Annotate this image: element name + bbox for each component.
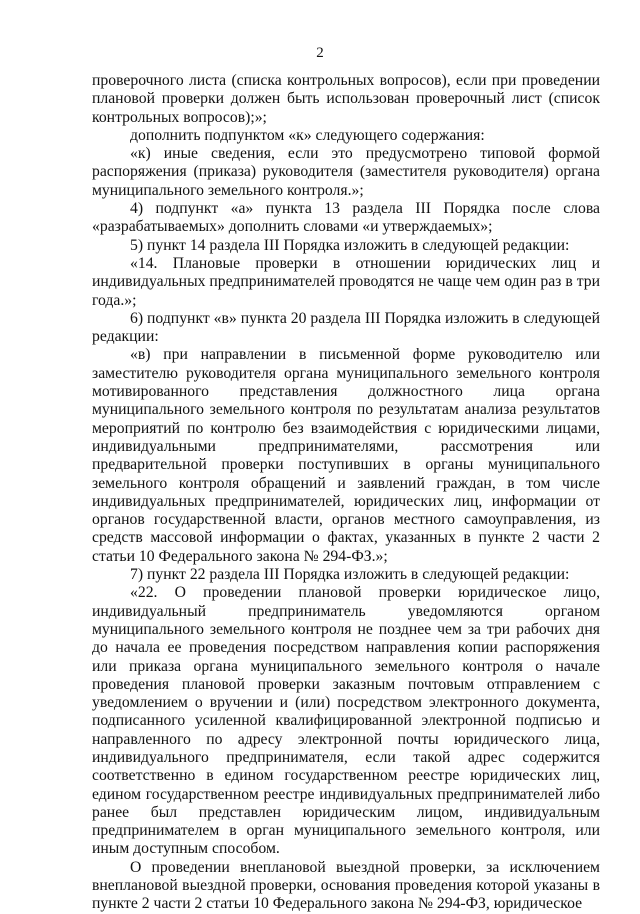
page-number: 2	[316, 45, 324, 61]
paragraph-subitem-k-text: «к) иные сведения, если это предусмотрено типовой формой распоряжения (приказа) руководителя (заместителя руководителя) органа муниципального земельного контроля.»;	[92, 145, 600, 199]
document-body	[92, 72, 600, 914]
paragraph-item-22-text: «22. О проведении плановой проверки юридическое лицо, индивидуальный предприниматель уведомляются органом муниципального земельного контроля не позднее чем за три рабочих дня до начала ее проведения посредством направления копии распоряжения или приказа органа муниципального земельного контроля о начале проведения плановой проверки заказным почтовым отправлением с уведомлением о вручении и (или) посредством электронного документа, подписанного усиленной квалифицированной электронной подписью и направленного по адресу электронной почты юридического лица, индивидуального предпринимателя, если такой адрес содержится соответственно в едином государственном реестре юридических лиц, едином государственном реестре индивидуальных предпринимателей либо ранее был представлен юридическим лицом, индивидуальным предпринимателем в орган муниципального земельного контроля, или иным доступным способом.	[92, 584, 600, 858]
paragraph-item-6: 6) подпункт «в» пункта 20 раздела III Порядка изложить в следующей редакции:	[92, 309, 600, 346]
paragraph-item-5: 5) пункт 14 раздела III Порядка изложить в следующей редакции:	[130, 236, 570, 254]
paragraph-item-4: 4) подпункт «а» пункта 13 раздела III Порядка после слова «разрабатываемых» дополнить словами «и утверждаемых»;	[92, 200, 600, 236]
paragraph-add-subitem-k: дополнить подпунктом «к» следующего содержания:	[130, 126, 485, 144]
paragraph-item-14-text: «14. Плановые проверки в отношении юридических лиц и индивидуальных предпринимателей проводятся не чаще чем один раз в три года.»;	[92, 254, 600, 309]
paragraph-item-7: 7) пункт 22 раздела III Порядка изложить в следующей редакции:	[130, 566, 570, 584]
paragraph-subitem-v-text: «в) при направлении в письменной форме руководителю или заместителю руководителя органа муниципального земельного контроля мотивированного представления должностного лица органа муниципального земельного контроля по результатам анализа результатов мероприятий по контролю без взаимодействия с юридическими лицами, индивидуальными предпринимателями, рассмотрения или предварительной проверки поступивших в органы муниципального земельного контроля обращений и заявлений граждан, в том числе индивидуальных предпринимателей, юридических лиц, информации от органов государственной власти, органов местного самоуправления, из средств массовой информации о фактах, указанных в пункте 2 части 2 статьи 10 Федерального закона № 294-ФЗ.»;	[92, 346, 600, 565]
paragraph-continuation: проверочного листа (списка контрольных вопросов), если при проведении плановой проверки должен быть использован проверочный лист (список контрольных вопросов);»;	[92, 72, 600, 126]
paragraph-unscheduled-inspection: О проведении внеплановой выездной проверки, за исключением внеплановой выездной проверки, основания проведения которой указаны в пункте 2 части 2 статьи 10 Федерального закона № 294-ФЗ, юридическое	[92, 858, 600, 913]
